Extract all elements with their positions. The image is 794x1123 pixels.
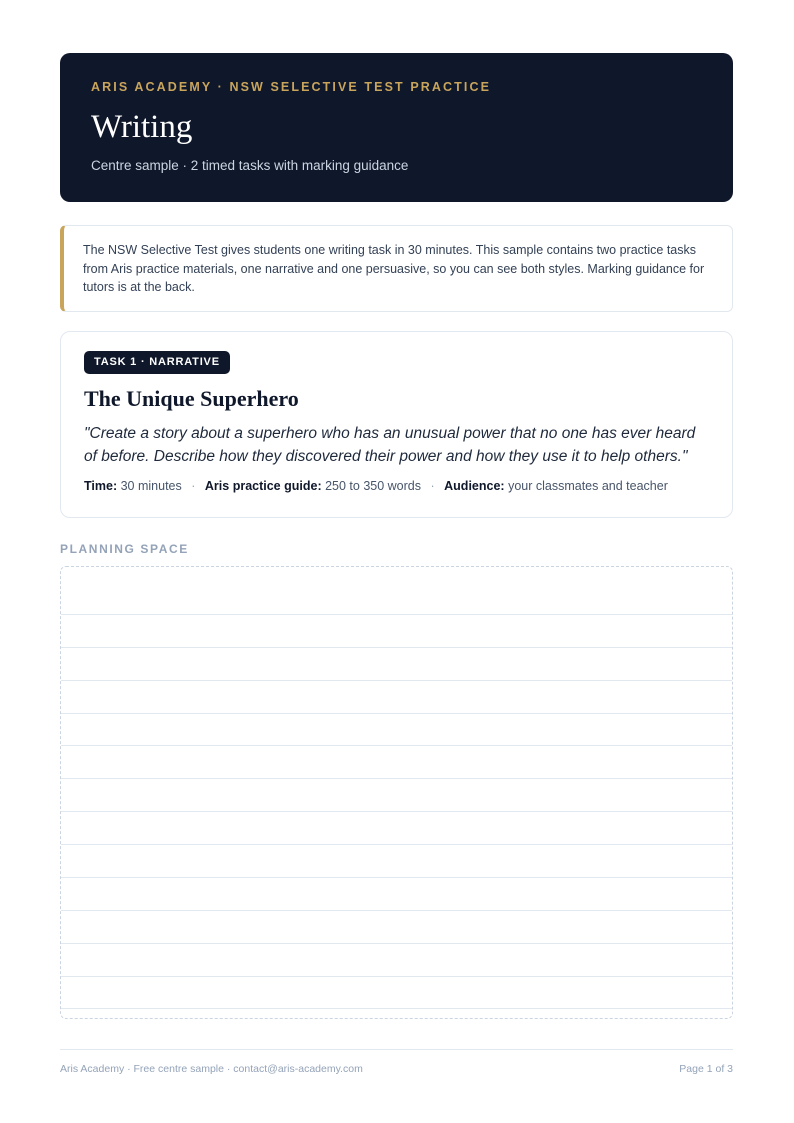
header-eyebrow: ARIS ACADEMY · NSW SELECTIVE TEST PRACTICE [91, 80, 492, 94]
page-number: Page 1 of 3 [679, 1063, 733, 1075]
guide-value: 250 to 350 words [325, 479, 421, 493]
rule-line [61, 811, 732, 812]
guide-label: Aris practice guide: [204, 479, 322, 493]
page-subtitle: Centre sample · 2 timed tasks with marking guidance [91, 158, 409, 173]
rule-line [61, 713, 732, 714]
rule-line [61, 647, 732, 648]
rule-line [61, 943, 732, 944]
time-label: Time: [84, 479, 118, 493]
rule-line [61, 844, 732, 845]
rule-line [61, 877, 732, 878]
audience-value: your classmates and teacher [508, 479, 668, 493]
header-card [60, 53, 733, 202]
page-title: Writing [91, 109, 193, 145]
rule-line [61, 778, 732, 779]
task-prompt: "Create a story about a superhero who has an unusual power that no one has ever heard of before. Describe how they discovered their power and how they use it to help others." [84, 425, 696, 465]
task-card [60, 331, 733, 518]
rule-line [61, 1008, 732, 1009]
rule-line [61, 976, 732, 977]
footer-contact: Aris Academy · Free centre sample · contact@aris-academy.com [60, 1063, 363, 1075]
intro-text: The NSW Selective Test gives students one writing task in 30 minutes. This sample contains two practice tasks from Aris practice materials, one narrative and one persuasive, so you can see both styles. Marking guidance for tutors is at the back. [83, 243, 705, 294]
task-title: The Unique Superhero [84, 386, 299, 411]
rule-line [61, 680, 732, 681]
intro-callout [60, 225, 733, 312]
time-value: 30 minutes [120, 479, 182, 493]
rule-line [61, 614, 732, 615]
audience-label: Audience: [444, 479, 505, 493]
planning-area[interactable] [60, 566, 733, 1019]
rule-line [61, 745, 732, 746]
task-badge: TASK 1 · NARRATIVE [84, 351, 230, 374]
task-meta [84, 478, 709, 495]
meta-separator: · [430, 479, 435, 493]
meta-separator: · [191, 479, 196, 493]
rule-line [61, 910, 732, 911]
planning-label: PLANNING SPACE [60, 542, 189, 556]
footer-divider [60, 1049, 733, 1050]
